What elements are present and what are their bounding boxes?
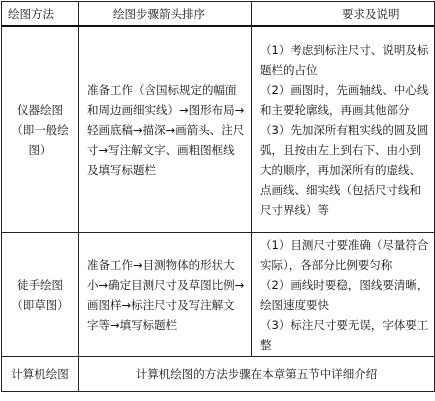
method-note: （即一般绘图） [11, 122, 69, 157]
requirement-item: （1）考虑到标注尺寸、说明及标题栏的占位 [260, 42, 429, 77]
method-name: 徒手绘图 [17, 277, 63, 292]
method-cell: 计算机绘图 [2, 357, 79, 392]
requirements-cell [252, 233, 435, 357]
method-note: （即草图） [11, 297, 69, 312]
requirement-item: （1）目测尺寸要准确（尽量符合实际），各部分比例要匀称 [260, 237, 429, 272]
steps-cell: 准备工作（含国标规定的幅面和周边画细实线）→图形布局→轻画底稿→描深→画箭头、注尺寸→写注解文字、画粗图框线及填写标题栏 [79, 26, 252, 233]
header-steps: 绘图步骤箭头排序 [79, 2, 252, 27]
header-requirements: 要求及说明 [252, 2, 435, 27]
requirement-item: （2）画线时要稳，图线要清晰，绘图速度要快 [260, 277, 429, 312]
requirements-cell [252, 26, 435, 233]
table-row-freehand [2, 233, 435, 357]
method-cell [2, 26, 79, 233]
requirement-item: （3）标注尺寸要无误，字体要工整 [260, 317, 429, 352]
table-row-instrument [2, 26, 435, 233]
header-row [2, 2, 435, 27]
drawing-methods-table [1, 1, 435, 392]
method-name: 仪器绘图 [17, 102, 63, 117]
header-method: 绘图方法 [2, 2, 79, 27]
steps-cell: 准备工作→目测物体的形状大小→确定目测尺寸及草图比例→画图样→标注尺寸及写注解文字等→填写标题栏 [79, 233, 252, 357]
computer-description: 计算机绘图的方法步骤在本章第五节中详细介绍 [79, 357, 435, 392]
requirement-item: （2）画图时，先画轴线、中心线和主要轮廓线，再画其他部分 [260, 82, 429, 117]
method-cell [2, 233, 79, 357]
requirement-item: （3）先加深所有粗实线的圆及圆弧，且按由左上到右下、由小到大的顺序，再加深所有的虚线、点画线、细实线（包括尺寸线和尺寸界线）等 [260, 122, 429, 217]
table-row-computer [2, 357, 435, 392]
